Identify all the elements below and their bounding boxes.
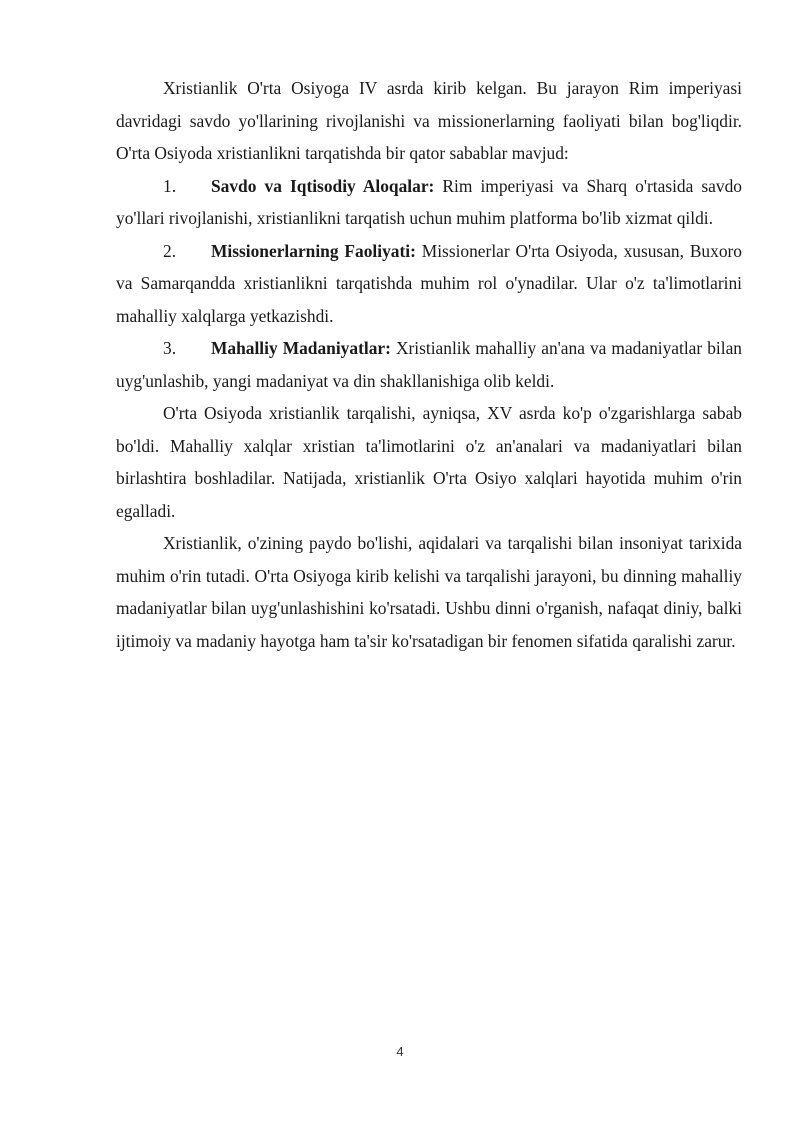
body-text	[116, 72, 742, 657]
list-item-3	[116, 332, 742, 397]
conclusion-paragraph: Xristianlik, o'zining paydo bo'lishi, aqidalari va tarqalishi bilan insoniyat tarixida muhim o'rin tutadi. O'rta Osiyoga kirib kelishi va tarqalishi jarayoni, bu dinning mahalliy madaniyatlar bilan uyg'unlashishini ko'rsatadi. Ushbu dinni o'rganish, nafaqat diniy, balki ijtimoiy va madaniy hayotga ham ta'sir ko'rsatadigan bir fenomen sifatida qaralishi zarur.	[116, 533, 742, 651]
list-heading: Savdo va Iqtisodiy Aloqalar:	[211, 175, 435, 196]
list-number: 2.	[163, 240, 177, 261]
list-item-2	[116, 235, 742, 333]
body-paragraph: O'rta Osiyoda xristianlik tarqalishi, ayniqsa, XV asrda ko'p o'zgarishlarga sabab bo'ldi. Mahalliy xalqlar xristian ta'limotlarini o'z an'analari va madaniyatlari bilan birlashtira boshladilar. Natijada, xristianlik O'rta Osiyo xalqlari hayotida muhim o'rin egalladi.	[116, 403, 742, 521]
list-number: 3.	[163, 338, 177, 358]
list-heading: Mahalliy Madaniyatlar:	[211, 338, 391, 358]
intro-paragraph: Xristianlik O'rta Osiyoga IV asrda kirib kelgan. Bu jarayon Rim imperiyasi davridagi savdo yo'llarining rivojlanishi va missionerlarning faoliyati bilan bog'liqdir. O'rta Osiyoda xristianlikni tarqatishda bir qator sabablar mavjud:	[116, 78, 742, 163]
list-item-1	[116, 170, 742, 235]
list-number: 1.	[163, 175, 177, 196]
list-text: Missionerlar O'rta Osiyoda, xususan, Buxoro va Samarqandda xristianlikni tarqatishda muhim rol o'ynadilar. Ular o'z ta'limotlarini mahalliy xalqlarga yetkazishdi.	[116, 240, 742, 326]
list-text: Rim imperiyasi va Sharq o'rtasida savdo yo'llari rivojlanishi, xristianlikni tarqatish uchun muhim platforma bo'lib xizmat qildi.	[116, 175, 742, 228]
page-number: 4	[396, 1044, 404, 1059]
list-text: Xristianlik mahalliy an'ana va madaniyatlar bilan uyg'unlashib, yangi madaniyat va din shakllanishiga olib keldi.	[116, 338, 742, 391]
list-heading: Missionerlarning Faoliyati:	[211, 240, 416, 261]
